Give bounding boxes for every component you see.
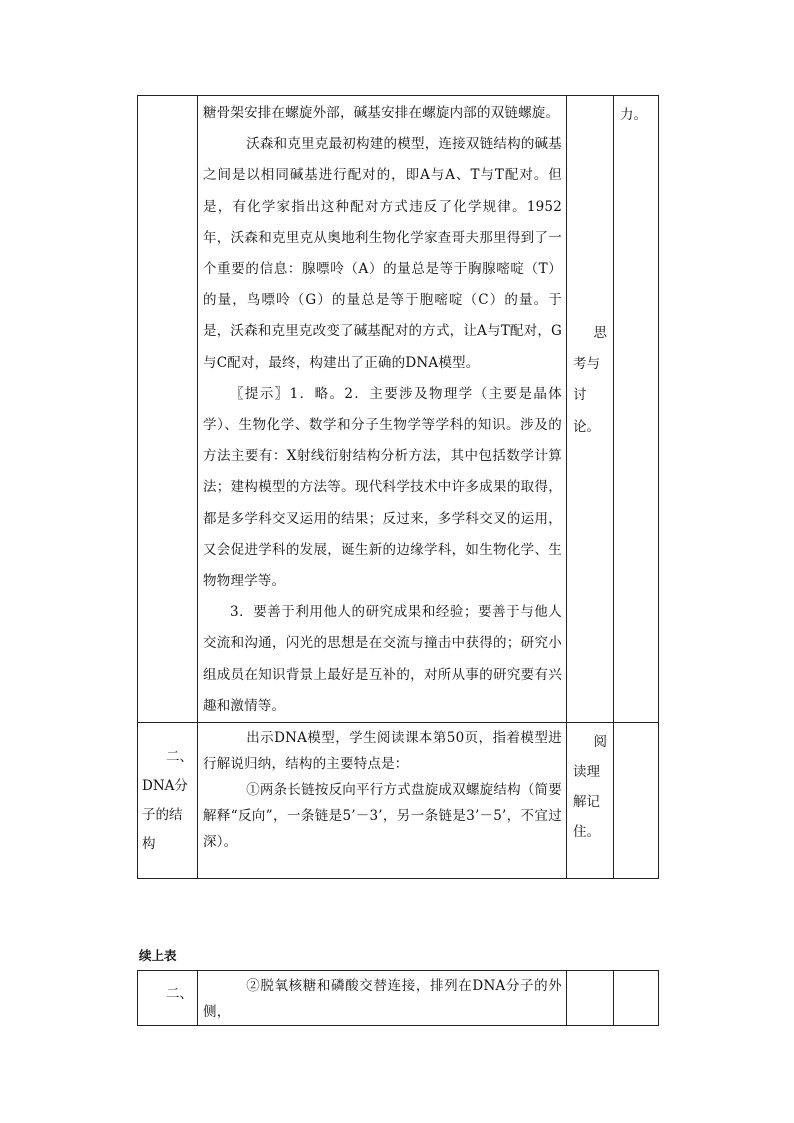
- paragraph: 〖提示〗1．略。2．主要涉及物理学（主要是晶体学）、生物化学、数学和分子生物学等学科的知识。涉及的方法主要有：X射线衍射结构分析方法，其中包括数学计算法；建构模型的方法等。现代科学技术中许多成果的取得，都是多学科交叉运用的结果；反过来，多学科交叉的运用，又会促进学科的发展，诞生新的边缘学科，如生物化学、生物物理学等。: [203, 385, 562, 590]
- stage-label: 二、: [166, 986, 193, 1002]
- paragraph: ①两条长链按反向平行方式盘旋成双螺旋结构（简要解释“反向”，一条链是5’－3’，另一条链是3’－5’，不宜过深）。: [203, 782, 562, 851]
- continued-table: [137, 970, 659, 1026]
- content-cell: [198, 723, 567, 879]
- student-activity-cell: [567, 971, 614, 1026]
- stage-label: 二、 DNA分子的结构: [142, 748, 193, 852]
- purpose-text: 力。: [620, 107, 647, 123]
- lesson-table: [137, 95, 659, 879]
- purpose-cell: [614, 723, 659, 879]
- student-activity-cell: [567, 96, 614, 723]
- student-activity-text: 阅 读理解记住。: [573, 734, 607, 841]
- paragraph: 出示DNA模型，学生阅读课本第50页，指着模型进行解说归纳，结构的主要特点是：: [203, 730, 562, 773]
- student-activity-cell: [567, 723, 614, 879]
- stage-cell: [138, 96, 198, 723]
- content-cell: [198, 96, 567, 723]
- student-activity-text: 思 考与讨论。: [573, 325, 607, 435]
- paragraph: 3．要善于利用他人的研究成果和经验；要善于与他人交流和沟通，闪光的思想是在交流与撞击中获得的；研究小组成员在知识背景上最好是互补的，对所从事的研究要有兴趣和激情等。: [203, 604, 562, 714]
- stage-cell: [138, 971, 198, 1026]
- purpose-text: [614, 971, 658, 975]
- purpose-cell: [614, 96, 659, 723]
- stage-cell: [138, 723, 198, 879]
- paragraph: 沃森和克里克最初构建的模型，连接双链结构的碱基之间是以相同碱基进行配对的，即A与A、T与T配对。但是，有化学家指出这种配对方式违反了化学规律。1952年，沃森和克里克从奥地利生物化学家查哥夫那里得到了一个重要的信息：腺嘌呤（A）的量总是等于胸腺嘧啶（T）的量，鸟嘌呤（G）的量总是等于胞嘧啶（C）的量。于是，沃森和克里克改变了碱基配对的方式，让A与T配对，G与C配对，最终，构建出了正确的DNA模型。: [203, 136, 562, 371]
- purpose-text: [614, 723, 658, 727]
- continued-label: 续上表: [139, 948, 177, 963]
- student-activity-text: [567, 971, 613, 975]
- content-text: ②脱氧核糖和磷酸交替连接，排列在DNA分子的外侧，: [203, 978, 562, 1020]
- content-text: [198, 723, 566, 855]
- purpose-cell: [614, 971, 659, 1026]
- content-cell: [198, 971, 567, 1026]
- content-text: [198, 96, 566, 722]
- paragraph: 糖骨架安排在螺旋外部，碱基安排在螺旋内部的双链螺旋。: [203, 105, 560, 121]
- table-row: [138, 723, 659, 879]
- table-row: [138, 971, 659, 1026]
- table-row: [138, 96, 659, 723]
